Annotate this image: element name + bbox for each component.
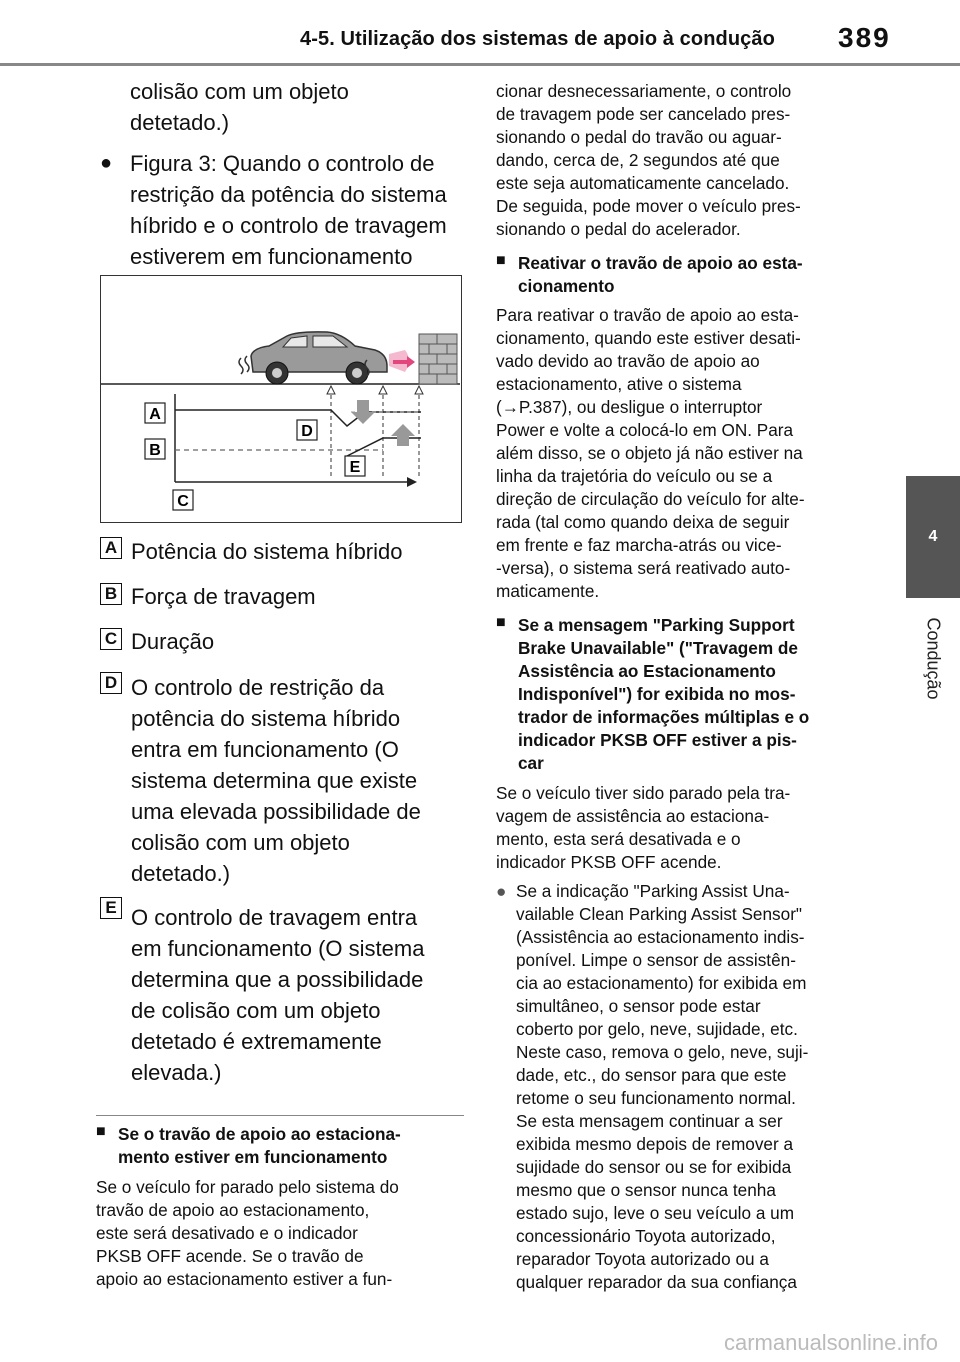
x-axis-arrow-icon xyxy=(407,477,417,487)
continued-paragraph xyxy=(496,80,876,241)
text-line: determina que a possibilidade xyxy=(131,967,424,992)
text-line: vado devido ao travão de apoio ao xyxy=(496,351,760,371)
text-line: Neste caso, remova o gelo, neve, suji- xyxy=(516,1042,809,1062)
text-line: maticamente. xyxy=(496,581,600,601)
text-line: linha da trajetória do veículo ou se a xyxy=(496,466,773,486)
text-line: Potência do sistema híbrido xyxy=(131,539,403,564)
text-line: O controlo de restrição da xyxy=(131,675,385,700)
text-line: travão de apoio ao estacionamento, xyxy=(96,1200,370,1220)
text-line: vagem de assistência ao estaciona- xyxy=(496,806,770,826)
text-line: cionar desnecessariamente, o controlo xyxy=(496,81,792,101)
figure-3-diagram xyxy=(100,275,462,523)
text-line: Para reativar o travão de apoio ao esta- xyxy=(496,305,799,325)
text-line: Reativar o travão de apoio ao esta- xyxy=(518,253,803,273)
text-line: Se o veículo for parado pelo sistema do xyxy=(96,1177,399,1197)
text-line: car xyxy=(518,753,544,773)
car-icon xyxy=(239,332,387,384)
figure-label-b: B xyxy=(149,442,161,459)
text-line: dade, etc., do sensor para que este xyxy=(516,1065,787,1085)
text-line: estado sujo, leve o seu veículo a um xyxy=(516,1203,795,1223)
text-line: concessionário Toyota autorizado, xyxy=(516,1226,776,1246)
section-heading-reactivate xyxy=(496,252,876,298)
text-line: mento, esta será desativada e o xyxy=(496,829,741,849)
text-line: cionamento xyxy=(518,276,615,296)
text-line: Se o veículo tiver sido parado pela tra- xyxy=(496,783,791,803)
page-number: 389 xyxy=(838,22,891,53)
brake-curve xyxy=(347,438,421,456)
text-line: retome o seu funcionamento normal. xyxy=(516,1088,796,1108)
figure-label-c: C xyxy=(177,493,189,510)
brake-up-arrow-icon xyxy=(391,424,415,446)
text-line: ponível. Limpe o sensor de assistên- xyxy=(516,950,796,970)
text-line: de colisão com um objeto xyxy=(131,998,381,1023)
chapter-label-text: Condução xyxy=(923,616,944,700)
chapter-tab xyxy=(906,476,960,598)
square-bullet-icon: ■ xyxy=(96,1123,106,1140)
text-line: Se o travão de apoio ao estaciona- xyxy=(118,1124,401,1144)
text-line: Força de travagem xyxy=(131,584,316,609)
figure-caption xyxy=(100,148,447,272)
section-title: 4-5. Utilização dos sistemas de apoio à condução xyxy=(300,28,775,50)
section-body-message xyxy=(496,782,876,874)
section-body-active xyxy=(96,1176,466,1291)
brick-wall-icon xyxy=(419,334,457,384)
text-line: Indisponível") for exibida no mos- xyxy=(518,684,796,704)
text-line: potência do sistema híbrido xyxy=(131,706,401,731)
text-line: trador de informações múltiplas e o xyxy=(518,707,810,727)
watermark: carmanualsonline.info xyxy=(723,1330,938,1355)
chapter-label xyxy=(904,598,960,718)
legend-item-c xyxy=(131,626,461,657)
text-line: cia ao estacionamento) for exibida em xyxy=(516,973,807,993)
text-line: qualquer reparador da sua confiança xyxy=(516,1272,797,1292)
text-line: exibida mesmo depois de remover a xyxy=(516,1134,794,1154)
text-line: sionando o pedal do acelerador. xyxy=(496,219,741,239)
text-line: dando, cerca de, 2 segundos até que xyxy=(496,150,780,170)
text-line: indicador PKSB OFF acende. xyxy=(496,852,722,872)
text-line: estiverem em funcionamento xyxy=(130,244,413,269)
square-bullet-icon: ■ xyxy=(496,252,506,269)
text-line: detetado.) xyxy=(130,110,230,135)
text-line: Figura 3: Quando o controlo de xyxy=(130,151,435,176)
text-line: híbrido e o controlo de travagem xyxy=(130,213,447,238)
legend-item-d xyxy=(131,672,461,889)
legend-item-b xyxy=(131,581,461,612)
text-line: Assistência ao Estacionamento xyxy=(518,661,776,681)
section-heading-message xyxy=(496,614,876,775)
text-line: O controlo de travagem entra xyxy=(131,905,418,930)
text-line: De seguida, pode mover o veículo pres- xyxy=(496,196,801,216)
legend-item-a xyxy=(131,536,461,567)
text-line: além disso, se o objeto já não estiver na xyxy=(496,443,803,463)
text-line: apoio ao estacionamento estiver a fun- xyxy=(96,1269,393,1289)
legend-key-b: B xyxy=(100,583,122,605)
text-line: de travagem pode ser cancelado pres- xyxy=(496,104,791,124)
chapter-number: 4 xyxy=(928,528,938,545)
text-line: sionando o pedal do travão ou aguar- xyxy=(496,127,782,147)
text-line: este seja automaticamente cancelado. xyxy=(496,173,790,193)
text-line: mesmo que o sensor nunca tenha xyxy=(516,1180,776,1200)
text-line: este será desativado e o indicador xyxy=(96,1223,358,1243)
text-line: elevada.) xyxy=(131,1060,222,1085)
text-line: PKSB OFF acende. Se o travão de xyxy=(96,1246,364,1266)
bullet-dot-icon: ● xyxy=(100,152,113,174)
text-line: uma elevada possibilidade de xyxy=(131,799,421,824)
text-line: Se a indicação "Parking Assist Una- xyxy=(516,881,790,901)
text-line: -versa), o sistema será reativado auto- xyxy=(496,558,791,578)
bullet-dot-icon: ● xyxy=(496,881,507,901)
text-line: mento estiver em funcionamento xyxy=(118,1147,388,1167)
text-line: Se a mensagem "Parking Support xyxy=(518,615,795,635)
text-line: detetado é extremamente xyxy=(131,1029,382,1054)
text-line: (→P.387), ou desligue o interruptor xyxy=(496,397,763,417)
text-line: direção de circulação do veículo for alte- xyxy=(496,489,805,509)
text-line: indicador PKSB OFF estiver a pis- xyxy=(518,730,797,750)
square-bullet-icon: ■ xyxy=(496,614,506,631)
section-body-reactivate xyxy=(496,304,876,603)
header-rule xyxy=(0,63,960,66)
intro-text xyxy=(130,76,349,138)
text-line: Power e volte a colocá-lo em ON. Para xyxy=(496,420,794,440)
text-line: (Assistência ao estacionamento indis- xyxy=(516,927,805,947)
diagram-svg xyxy=(101,276,460,521)
text-line: Duração xyxy=(131,629,215,654)
text-line: colisão com um objeto xyxy=(131,830,350,855)
text-line: rada (tal como quando deixa de seguir xyxy=(496,512,790,532)
text-line: coberto por gelo, neve, sujidade, etc. xyxy=(516,1019,798,1039)
legend-key-a: A xyxy=(100,537,122,559)
bullet-item-sensor xyxy=(496,880,876,1294)
text-line: estacionamento, ative o sistema xyxy=(496,374,742,394)
text-line: entra em funcionamento (O xyxy=(131,737,399,762)
text-line: Se esta mensagem continuar a ser xyxy=(516,1111,783,1131)
text-line: restrição da potência do sistema xyxy=(130,182,447,207)
text-line: sujidade do sensor ou se for exibida xyxy=(516,1157,792,1177)
legend-key-d: D xyxy=(100,672,122,694)
text-line: vailable Clean Parking Assist Sensor" xyxy=(516,904,803,924)
section-divider xyxy=(96,1115,464,1116)
text-line: reparador Toyota autorizado ou a xyxy=(516,1249,769,1269)
figure-label-a: A xyxy=(149,406,161,423)
legend-key-e: E xyxy=(100,897,122,919)
figure-label-e: E xyxy=(349,459,361,476)
text-line: sistema determina que existe xyxy=(131,768,418,793)
text-line: detetado.) xyxy=(131,861,231,886)
text-line: cionamento, quando este estiver desati- xyxy=(496,328,801,348)
section-heading-active xyxy=(96,1123,464,1169)
legend-key-c: C xyxy=(100,628,122,650)
figure-label-d: D xyxy=(301,423,313,440)
text-line: Brake Unavailable" ("Travagem de xyxy=(518,638,798,658)
text-line: em funcionamento (O sistema xyxy=(131,936,425,961)
text-line: em frente e faz marcha-atrás ou vice- xyxy=(496,535,782,555)
legend-item-e xyxy=(131,902,461,1088)
text-line: simultâneo, o sensor pode estar xyxy=(516,996,761,1016)
text-line: colisão com um objeto xyxy=(130,79,349,104)
